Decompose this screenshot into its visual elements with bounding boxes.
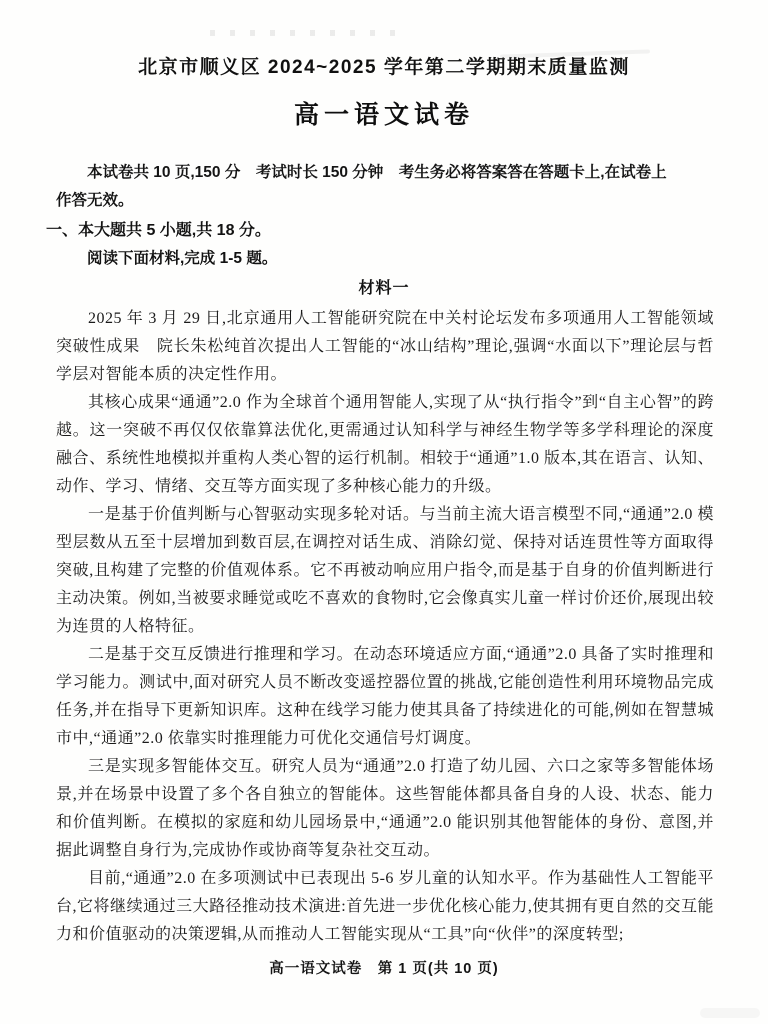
section-one-heading: 一、本大题共 5 小题,共 18 分。: [46, 222, 271, 239]
exam-header-title: 北京市顺义区 2024~2025 学年第二学期期末质量监测: [138, 57, 630, 78]
material-paragraph-2: 其核心成果“通通”2.0 作为全球首个通用智能人,实现了从“执行指令”到“自主心智”的跨越。这一突破不再仅仅依靠算法优化,更需通过认知科学与神经生物学等多学科理论的深度融合、系统性地模拟并重构人类心智的运行机制。相较于“通通”1.0 版本,其在语言、认知、动作、学习、情绪、交互等方面实现了多种核心能力的升级。: [56, 394, 714, 495]
paper-title: 高一语文试卷: [293, 101, 474, 129]
material-paragraph-4: 二是基于交互反馈进行推理和学习。在动态环境适应方面,“通通”2.0 具备了实时推理和学习能力。测试中,面对研究人员不断改变遥控器位置的挑战,它能创造性利用环境物品完成任务,并在指导下更新知识库。这种在线学习能力使其具备了持续进化的可能,例如在智慧城市中,“通通”2.0 依靠实时推理能力可优化交通信号灯调度。: [56, 646, 714, 747]
material-paragraph-5: 三是实现多智能体交互。研究人员为“通通”2.0 打造了幼儿园、六口之家等多智能体场景,并在场景中设置了多个各自独立的智能体。这些智能体都具备自身的人设、状态、能力和价值判断。在模拟的家庭和幼儿园场景中,“通通”2.0 能识别其他智能体的身份、意图,并据此调整自身行为,完成协作或协商等复杂社交互动。: [56, 758, 714, 859]
material-paragraph-1: 2025 年 3 月 29 日,北京通用人工智能研究院在中关村论坛发布多项通用人工智能领域突破性成果 院长朱松纯首次提出人工智能的“冰山结构”理论,强调“水面以下”理论层与哲学层对智能本质的决定性作用。: [56, 310, 714, 383]
exam-info-line-1: 本试卷共 10 页,150 分 考试时长 150 分钟 考生务必将答案答在答题卡上,在试卷上: [87, 164, 667, 181]
reading-instruction: 阅读下面材料,完成 1-5 题。: [87, 250, 278, 267]
page-footer: 高一语文试卷 第 1 页(共 10 页): [269, 961, 499, 977]
material-paragraph-6: 目前,“通通”2.0 在多项测试中已表现出 5-6 岁儿童的认知水平。作为基础性人工智能平台,它将继续通过三大路径推动技术演进:首先进一步优化核心能力,使其拥有更自然的交互能力和价值驱动的决策逻辑,从而推动人工智能实现从“工具”向“伙伴”的深度转型;: [56, 870, 714, 943]
scan-artifact-dots: [210, 30, 395, 36]
material-paragraph-3: 一是基于价值判断与心智驱动实现多轮对话。与当前主流大语言模型不同,“通通”2.0 模型层数从五至十层增加到数百层,在调控对话生成、消除幻觉、保持对话连贯性等方面取得突破,且构建了完整的价值观体系。它不再被动响应用户指令,而是基于自身的价值判断进行主动决策。例如,当被要求睡觉或吃不喜欢的食物时,它会像真实儿童一样讨价还价,展现出较为连贯的人格特征。: [56, 506, 714, 635]
exam-info-line-2: 作答无效。: [56, 192, 134, 209]
material-one-heading: 材料一: [358, 280, 410, 297]
scan-artifact-corner: [700, 1008, 760, 1018]
